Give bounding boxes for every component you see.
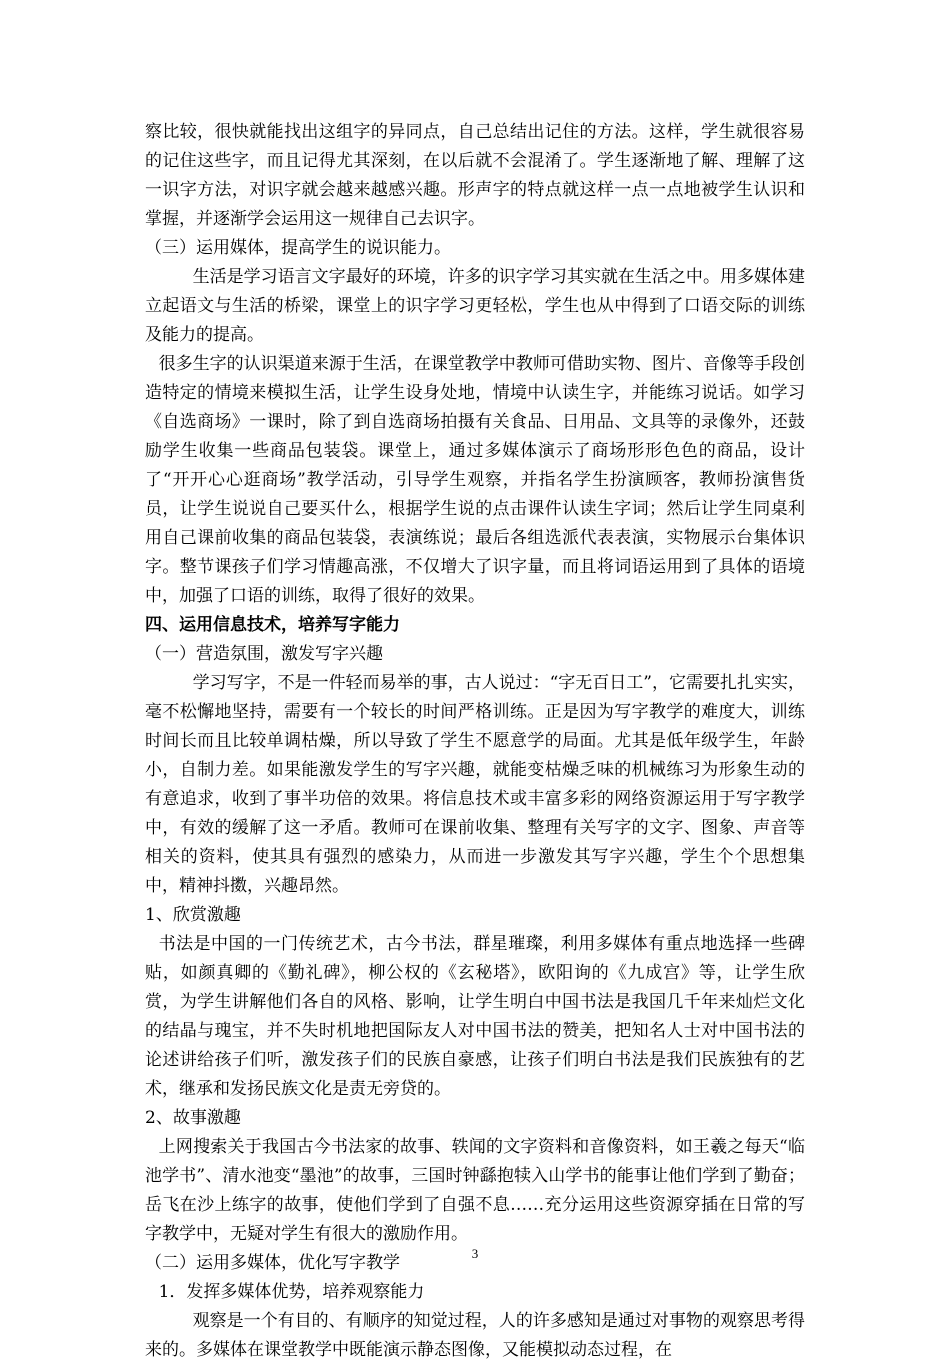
subheading-atmosphere: （一）营造氛围，激发写字兴趣 bbox=[145, 644, 383, 664]
page-content bbox=[145, 118, 805, 1365]
paragraph-body: 很多生字的认识渠道来源于生活，在课堂教学中教师可借助实物、图片、音像等手段创造特定的情境来模拟生活，让学生设身处地，情境中认读生字，并能练习说话。如学习《自选商场》一课时，除了到自选商场拍摄有关食品、日用品、文具等的录像外，还鼓励学生收集一些商品包装袋。课堂上，通过多媒体演示了商场形形色色的商品，设计了“开开心心逛商场”教学活动，引导学生观察，并指名学生扮演顾客，教师扮演售货员，让学生说说自己要买什么，根据学生说的点击课件认读生字词；然后让学生同桌利用自己课前收集的商品包装袋，表演练说；最后各组选派代表表演，实物展示台集体识字。整节课孩子们学习情趣高涨，不仅增大了识字量，而且将词语运用到了具体的语境中，加强了口语的训练，取得了很好的效果。 bbox=[145, 354, 805, 606]
subheading-stories: 2、故事激趣 bbox=[145, 1108, 241, 1128]
page-number: 3 bbox=[471, 1246, 479, 1261]
paragraph-body: 学习写字，不是一件轻而易举的事，古人说过：“字无百日工”，它需要扎扎实实，毫不松懈地坚持，需要有一个较长的时间严格训练。正是因为写字教学的难度大，训练时间长而且比较单调枯燥，所以导致了学生不愿意学的局面。尤其是低年级学生，年龄小，自制力差。如果能激发学生的写字兴趣，就能变枯燥乏味的机械练习为形象生动的有意追求，收到了事半功倍的效果。将信息技术或丰富多彩的网络资源运用于写字教学中，有效的缓解了这一矛盾。教师可在课前收集、整理有关写字的文字、图象、声音等相关的资料，使其具有强烈的感染力，从而进一步激发其写字兴趣，学生个个思想集中，精神抖擞，兴趣昂然。 bbox=[145, 673, 805, 896]
subheading-observation: 1．发挥多媒体优势，培养观察能力 bbox=[158, 1282, 425, 1302]
paragraph-body: 观察是一个有目的、有顺序的知觉过程，人的许多感知是通过对事物的观察思考得来的。多媒体在课堂教学中既能演示静态图像，又能模拟动态过程，在 bbox=[145, 1311, 805, 1360]
section-heading-writing: 四、运用信息技术，培养写字能力 bbox=[145, 615, 400, 635]
paragraph-body: 书法是中国的一门传统艺术，古今书法，群星璀璨，利用多媒体有重点地选择一些碑贴，如颜真卿的《勤礼碑》，柳公权的《玄秘塔》，欧阳询的《九成宫》等，让学生欣赏，为学生讲解他们各自的风格、影响，让学生明白中国书法是我国几千年来灿烂文化的结晶与瑰宝，并不失时机地把国际友人对中国书法的赞美，把知名人士对中国书法的论述讲给孩子们听，激发孩子们的民族自豪感，让孩子们明白书法是我们民族独有的艺术，继承和发扬民族文化是责无旁贷的。 bbox=[145, 934, 805, 1099]
paragraph-body: 生活是学习语言文字最好的环境，许多的识字学习其实就在生活之中。用多媒体建立起语文与生活的桥梁，课堂上的识字学习更轻松，学生也从中得到了口语交际的训练及能力的提高。 bbox=[145, 267, 805, 345]
subheading-appreciation: 1、欣赏激趣 bbox=[145, 905, 241, 925]
subheading-media-speaking: （三）运用媒体，提高学生的说识能力。 bbox=[145, 238, 451, 258]
paragraph-body: 上网搜索关于我国古今书法家的故事、轶闻的文字资料和音像资料，如王羲之每天“临池学书”、清水池变“墨池”的故事，三国时钟繇抱犊入山学书的能事让他们学到了勤奋；岳飞在沙上练字的故事，使他们学到了自强不息……充分运用这些资源穿插在日常的写字教学中，无疑对学生有很大的激励作用。 bbox=[145, 1137, 805, 1244]
paragraph-body: 察比较，很快就能找出这组字的异同点，自己总结出记住的方法。这样，学生就很容易的记住这些字，而且记得尤其深刻，在以后就不会混淆了。学生逐渐地了解、理解了这一识字方法，对识字就会越来越感兴趣。形声字的特点就这样一点一点地被学生认识和掌握，并逐渐学会运用这一规律自己去识字。 bbox=[145, 122, 805, 229]
subheading-multimedia-writing: （二）运用多媒体，优化写字教学 bbox=[145, 1253, 400, 1273]
